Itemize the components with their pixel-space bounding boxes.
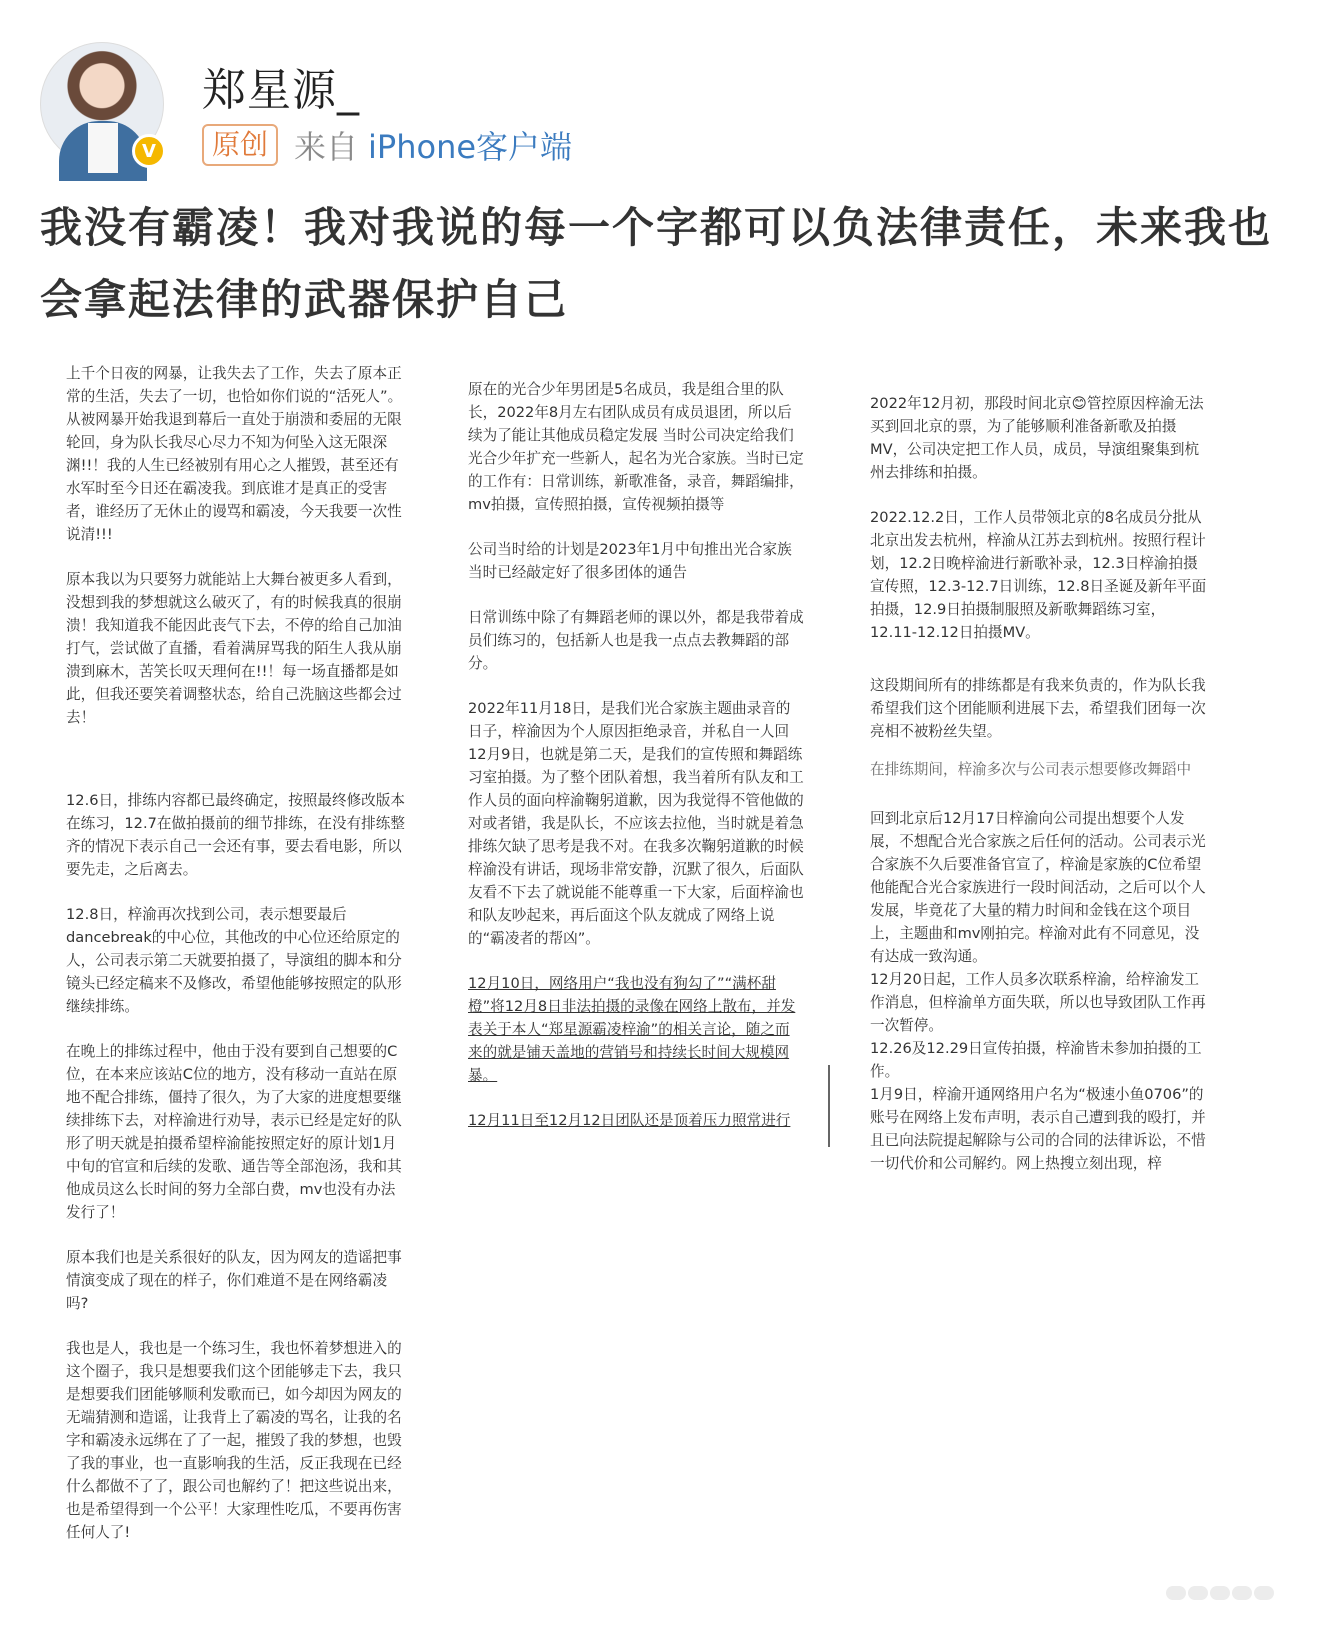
paragraph: 我也是人，我也是一个练习生，我也怀着梦想进入的这个圈子，我只是想要我们这个团能够走下去，我只是想要我们团能够顺利发歌而已，如今却因为网友的无端猜测和造谣，让我背上了霸凌的骂名，让我的名字和霸凌永远绑在了了一起，摧毁了我的梦想，也毁了我的事业，也一直影响我的生活，反正我现在已经什么都做不了了，跟公司也解约了！把这些说出来，也是希望得到一个公平！大家理性吃瓜，不要再伤害任何人了! (66, 1340, 402, 1541)
paragraph: 这段期间所有的排练都是有我来负责的，作为队长我希望我们这个团能顺利进展下去，希望我们团每一次亮相不被粉丝失望。 (870, 677, 1206, 740)
paragraph: 12月11日至12月12日团队还是顶着压力照常进行 (468, 1112, 791, 1129)
paragraph: 原在的光合少年男团是5名成员，我是组合里的队长，2022年8月左右团队成员有成员退团，所以后续为了能让其他成员稳定发展 当时公司决定给我们光合少年扩充一些新人，起名为光合家族。当时已定的工作有：日常训练，新歌准备，录音，舞蹈编排，mv拍摄，宣传照拍摄，宣传视频拍摄等 (468, 381, 804, 513)
source-link[interactable]: iPhone客户端 (368, 128, 573, 166)
post-header (40, 42, 1280, 172)
fold-dot (1166, 1586, 1186, 1600)
paragraph: 原本我们也是关系很好的队友，因为网友的造谣把事情演变成了现在的样子，你们难道不是在网络霸凌吗? (66, 1249, 402, 1312)
statement-column-3 (870, 392, 1210, 1172)
paragraph: 公司当时给的计划是2023年1月中旬推出光合家族当时已经敲定好了很多团体的通告 (468, 541, 792, 581)
fold-dot (1254, 1586, 1274, 1600)
paragraph: 12月10日，网络用户“我也没有狗勾了”“满杯甜橙”将12月8日非法拍摄的录像在网络上散布，并发表关于本人“郑星源霸凌梓渝”的相关言论，随之而来的就是铺天盖地的营销号和持续长时间大规模网暴。 (468, 975, 796, 1084)
paragraph: 上千个日夜的网暴，让我失去了工作，失去了原本正常的生活，失去了一切，也恰如你们说的“活死人”。从被网暴开始我退到幕后一直处于崩溃和委屈的无限轮回，身为队长我尽心尽力不知为何坠入这无限深渊!!！我的人生已经被别有用心之人摧毁，甚至还有水军时至今日还在霸凌我。到底谁才是真正的受害者，谁经历了无休止的谩骂和霸凌，今天我要一次性说清!!! (66, 365, 403, 543)
avatar-shirt (88, 123, 118, 173)
paragraph: 回到北京后12月17日梓渝向公司提出想要个人发展，不想配合光合家族之后任何的活动。公司表示光合家族不久后要准备官宣了，梓渝是家族的C位希望他能配合光合家族进行一段时间活动，之后可以个人发展，毕竟花了大量的精力时间和金钱在这个项目上，主题曲和mv刚拍完。梓渝对此有不同意见，没有达成一致沟通。 (870, 810, 1206, 965)
paragraph: 原本我以为只要努力就能站上大舞台被更多人看到，没想到我的梦想就这么破灭了，有的时候我真的很崩溃！我知道我不能因此丧气下去，不停的给自己加油打气，尝试做了直播，看着满屏骂我的陌生人我从崩溃到麻木，苦笑长叹天理何在!!！每一场直播都是如此，但我还要笑着调整状态，给自己洗脑这些都会过去！ (66, 571, 402, 726)
paragraph: 在晚上的排练过程中，他由于没有要到自己想要的C位，在本来应该站C位的地方，没有移动一直站在原地不配合排练，僵持了很久，为了大家的进度想要继续排练下去，对梓渝进行劝导，表示已经是定好的队形了明天就是拍摄希望梓渝能按照定好的原计划1月中旬的官宣和后续的发歌、通告等全部泡汤，我和其他成员这么长时间的努力全部白费，mv也没有办法发行了！ (66, 1043, 402, 1221)
paragraph-cut: 在排练期间，梓渝多次与公司表示想要修改舞蹈中 (870, 761, 1192, 778)
statement-column-2 (468, 378, 804, 1148)
source-prefix: 来自 (294, 128, 359, 166)
fold-dots-icon[interactable] (1166, 1586, 1274, 1600)
fold-dot (1210, 1586, 1230, 1600)
fold-dot (1188, 1586, 1208, 1600)
post-meta (202, 122, 572, 168)
paragraph: 12.6日，排练内容都已最终确定，按照最终修改版本在练习，12.7在做拍摄前的细节排练，在没有排练整齐的情况下表示自己一会还有事，要去看电影，所以要先走，之后离去。 (66, 792, 405, 878)
username[interactable]: 郑星源_ (202, 65, 360, 116)
paragraph: 2022年12月初，那段时间北京😊管控原因梓渝无法买到回北京的票，为了能够顺利准备新歌及拍摄MV，公司决定把工作人员，成员，导演组聚集到杭州去排练和拍摄。 (870, 395, 1204, 481)
paragraph: 12.26及12.29日宣传拍摄，梓渝皆未参加拍摄的工作。 (870, 1040, 1202, 1080)
paragraph: 2022.12.2日，工作人员带领北京的8名成员分批从北京出发去杭州，梓渝从江苏去到杭州。按照行程计划，12.2日晚梓渝进行新歌补录，12.3日梓渝拍摄宣传照，12.3-12.7日训练，12.8日圣诞及新年平面拍摄，12.9日拍摄制服照及新歌舞蹈练习室，12.11-12.12日拍摄MV。 (870, 509, 1207, 641)
column-divider (828, 1065, 830, 1147)
paragraph: 12.8日，梓渝再次找到公司，表示想要最后dancebreak的中心位，其他改的中心位还给原定的人，公司表示第二天就要拍摄了，导演组的脚本和分镜头已经定稿来不及修改，希望他能够按照定的队形继续排练。 (66, 906, 402, 1015)
paragraph: 1月9日，梓渝开通网络用户名为“极速小鱼0706”的账号在网络上发布声明，表示自己遭到我的殴打，并且已向法院提起解除与公司的合同的法律诉讼，不惜一切代价和公司解约。网上热搜立刻出现，梓 (870, 1086, 1206, 1172)
fold-dot (1232, 1586, 1252, 1600)
statement-column-1 (66, 362, 406, 1566)
paragraph: 2022年11月18日，是我们光合家族主题曲录音的日子，梓渝因为个人原因拒绝录音，并私自一人回12月9日，也就是第二天，是我们的宣传照和舞蹈练习室拍摄。为了整个团队着想，我当着所有队友和工作人员的面向梓渝鞠躬道歉，因为我觉得不管他做的对或者错，我是队长，不应该去拉他，当时就是着急排练欠缺了思考是我不对。在我多次鞠躬道歉的时候梓渝没有讲话，现场非常安静，沉默了很久，后面队友看不下去了就说能不能尊重一下大家，后面梓渝也和队友吵起来，再后面这个队友就成了网络上说的“霸凌者的帮凶”。 (468, 700, 804, 947)
verified-badge-icon: V (132, 134, 166, 168)
original-tag: 原创 (202, 124, 278, 166)
paragraph: 日常训练中除了有舞蹈老师的课以外，都是我带着成员们练习的，包括新人也是我一点点去教舞蹈的部分。 (468, 609, 804, 672)
paragraph: 12月20日起，工作人员多次联系梓渝，给梓渝发工作消息，但梓渝单方面失联，所以也导致团队工作再一次暂停。 (870, 971, 1206, 1034)
post-headline: 我没有霸凌！我对我说的每一个字都可以负法律责任，未来我也会拿起法律的武器保护自己 (40, 203, 1273, 324)
